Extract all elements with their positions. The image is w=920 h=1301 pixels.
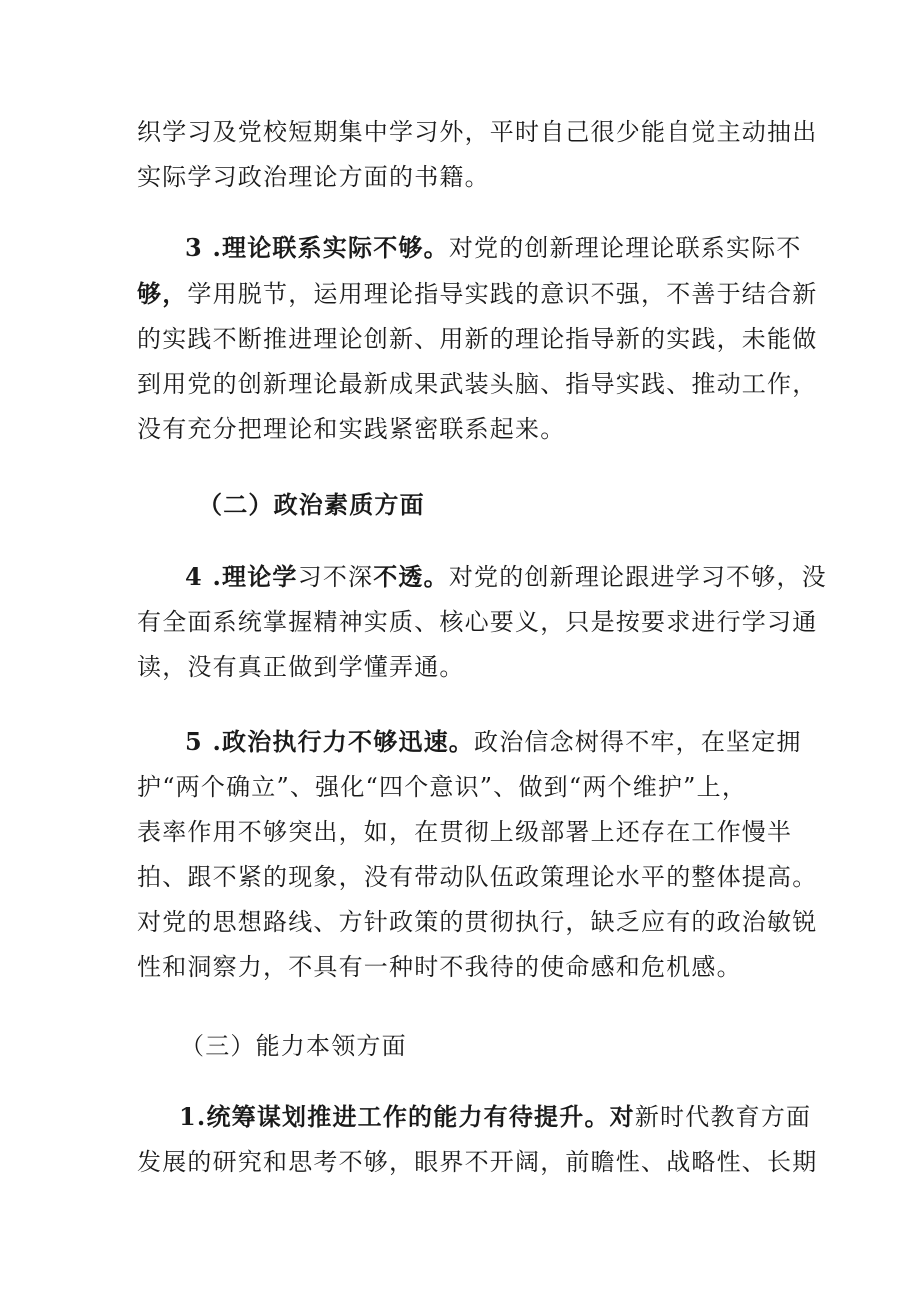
item-text: 对党的创新理论理论联系实际不 — [448, 234, 802, 262]
text-line: 没有充分把理论和实践紧密联系起来。 — [137, 415, 566, 443]
item-text: 新时代教育方面 — [634, 1103, 812, 1131]
text-line: 有全面系统掌握精神实质、核心要义，只是按要求进行学习通 — [137, 608, 818, 636]
text-line: 的实践不断推进理论创新、用新的理论指导新的实践，未能做 — [137, 325, 818, 353]
text-line: 对党的思想路线、方针政策的贯彻执行，缺乏应有的政治敏锐 — [137, 908, 818, 936]
paragraph-item-4 — [137, 554, 827, 690]
paragraph-ability-1 — [137, 1094, 818, 1185]
item-text: 学用脱节，运用理论指导实践的意识不强，不善于结合新 — [187, 280, 818, 308]
text-line: 护“两个确立”、强化“四个意识”、做到“两个维护”上， — [137, 773, 748, 801]
item-title-end: 够， — [137, 279, 188, 308]
section-heading-3: （三）能力本领方面 — [180, 1032, 407, 1060]
text-line: 织学习及党校短期集中学习外，平时自己很少能自觉主动抽出 — [137, 118, 818, 146]
item-title: 4 .理论学 — [185, 562, 298, 591]
section-heading-2: （二）政治素质方面 — [198, 490, 425, 519]
text-line: 读，没有真正做到学懂弄通。 — [137, 653, 465, 681]
text-line — [137, 225, 802, 271]
paragraph-item-5 — [137, 719, 818, 990]
text-line — [137, 719, 802, 765]
text-line: 表率作用不够突出，如，在贯彻上级部署上还存在工作慢半 — [137, 818, 793, 846]
item-title-end: 不透。 — [373, 562, 449, 591]
item-title: 1.统筹谋划推进工作的能力有待提升。 — [179, 1102, 610, 1131]
text-line — [137, 271, 818, 317]
text-line: 性和洞察力，不具有一种时不我待的使命感和危机感。 — [137, 953, 742, 981]
item-title: 3 .理论联系实际不够。 — [185, 233, 449, 262]
item-title-plain: 习不深 — [297, 563, 374, 591]
item-title: 5 .政治执行力不够迅速。 — [185, 727, 475, 756]
text-line: 拍、跟不紧的现象，没有带动队伍政策理论水平的整体提高。 — [137, 863, 818, 891]
text-line: 发展的研究和思考不够，眼界不开阔，前瞻性、战略性、长期 — [137, 1148, 818, 1176]
item-title-end: 对 — [609, 1102, 635, 1131]
text-line — [137, 1094, 812, 1140]
text-line: 到用党的创新理论最新成果武装头脑、指导实践、推动工作， — [137, 370, 818, 398]
item-text: 对党的创新理论跟进学习不够，没 — [448, 563, 827, 591]
paragraph-continued — [137, 110, 818, 200]
item-text: 政治信念树得不牢，在坚定拥 — [474, 728, 802, 756]
text-line — [137, 554, 827, 600]
paragraph-item-3 — [137, 225, 818, 452]
text-line: 实际学习政治理论方面的书籍。 — [137, 163, 490, 191]
